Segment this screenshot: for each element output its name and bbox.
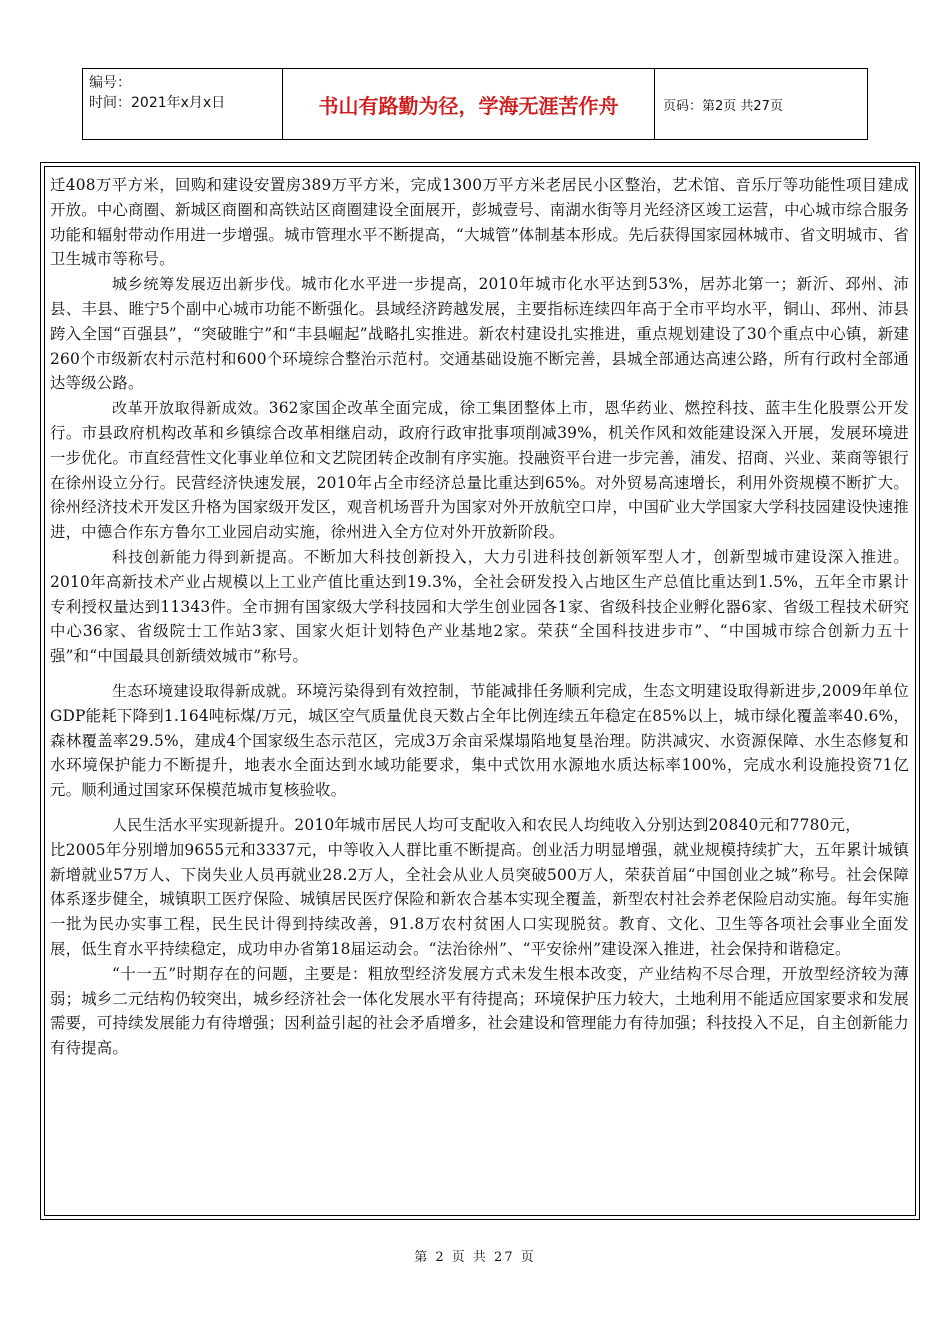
document-number-label: 编号： [89,75,131,91]
paragraph-heading: 改革开放取得新成效。 [112,399,269,418]
header-meta [83,69,283,139]
paragraph-heading: 科技创新能力得到新提高。 [112,547,304,566]
paragraph-urban-rural: 城乡统筹发展迈出新步伐。城市化水平进一步提高，2010年城市化水平达到53%，居苏北第一；新沂、邳州、沛县、丰县、睢宁5个副中心城市功能不断强化。县域经济跨越发展，主要指标连续四年高于全市平均水平，铜山、邳州、沛县跨入全国“百强县”，“突破睢宁”和“丰县崛起”战略扎实推进。新农村建设扎实推进，重点规划建设了30个重点中心镇，新建260个市级新农村示范村和600个环境综合整治示范村。交通基础设施不断完善，县城全部通达高速公路，所有行政村全部通达等级公路。 [50,275,909,393]
page-footer: 第 2 页 共 27 页 [414,1250,536,1265]
paragraph-urban-construction: 迁408万平方米，回购和建设安置房389万平方米，完成1300万平方米老居民小区整治，艺术馆、音乐厅等功能性项目建成开放。中心商圈、新城区商圈和高铁站区商圈建设全面展开，彭城壹号、南湖水街等月光经济区竣工运营，中心城市综合服务功能和辐射带动作用进一步增强。城市管理水平不断提高，“大城管”体制基本形成。先后获得国家园林城市、省文明城市、省卫生城市等称号。 [50,176,909,269]
paragraph-reform-opening: 改革开放取得新成效。362家国企改革全面完成，徐工集团整体上市，恩华药业、燃控科技、蓝丰生化股票公开发行。市县政府机构改革和乡镇综合改革相继启动，政府行政审批事项削减39%，机关作风和效能建设深入开展，发展环境进一步优化。市直经营性文化事业单位和文艺院团转企改制有序实施。投融资平台进一步完善，浦发、招商、兴业、莱商等银行在徐州设立分行。民营经济快速发展，2010年占全市经济总量比重达到65%。对外贸易高速增长，利用外资规模不断扩大。徐州经济技术开发区升格为国家级开发区，观音机场晋升为国家对外开放航空口岸，中国矿业大学国家大学科技园建设快速推进，中德合作东方鲁尔工业园启动实施，徐州进入全方位对外开放新阶段。 [50,399,909,542]
paragraph-heading: 生态环境建设取得新成就。 [112,681,297,700]
paragraph-living-standard-cont: 比2005年分别增加9655元和3337元，中等收入人群比重不断提高。创业活力明显增强，就业规模持续扩大，五年累计城镇新增就业57万人、下岗失业人员再就业28.2万人，全社会从业人员突破500万人，荣获首届“中国创业之城”称号。社会保障体系逐步健全，城镇职工医疗保险、城镇居民医疗保险和新农合基本实现全覆盖，新型农村社会养老保险启动实施。每年实施一批为民办实事工程，民生民计得到持续改善，91.8万农村贫困人口实现脱贫。教育、文化、卫生等各项社会事业全面发展，低生育水平持续稳定，成功申办省第18届运动会。“法治徐州”、“平安徐州”建设深入推进，社会保持和谐稳定。 [50,840,909,958]
paragraph-problems: “十一五”时期存在的问题，主要是：粗放型经济发展方式未发生根本改变，产业结构不尽合理，开放型经济较为薄弱；城乡二元结构仍较突出，城乡经济社会一体化发展水平有待提高；环境保护压力较大，土地利用不能适应国家要求和发展需要，可持续发展能力有待增强；因利益引起的社会矛盾增多，社会建设和管理能力有待加强；科技投入不足，自主创新能力有待提高。 [50,964,909,1058]
paragraph-heading: 城乡统筹发展迈出新步伐。 [112,275,302,294]
paragraph-living-standard: 人民生活水平实现新提升。2010年城市居民人均可支配收入和农民人均纯收入分别达到20840元和7780元， [112,815,861,834]
header-table [82,68,868,140]
document-date-label: 时间：2021年x月x日 [89,95,226,111]
paragraph-heading: 人民生活水平实现新提升。 [112,815,295,834]
content-frame [40,162,920,1220]
header-page-number: 页码：第2页 共27页 [663,98,783,114]
paragraph-innovation: 科技创新能力得到新提高。不断加大科技创新投入，大力引进科技创新领军型人才，创新型城市建设深入推进。2010年高新技术产业占规模以上工业产值比重达到19.3%，全社会研发投入占地区生产总值比重达到1.5%，五年全市累计专利授权量达到11343件。全市拥有国家级大学科技园和大学生创业园各1家、省级科技企业孵化器6家、省级工程技术研究中心36家、省级院士工作站3家、国家火炬计划特色产业基地2家。荣获“全国科技进步市”、“中国城市综合创新力五十强”和“中国最具创新绩效城市”称号。 [50,547,909,666]
header-motto: 书山有路勤为径，学海无涯苦作舟 [283,69,655,139]
paragraph-ecology: 生态环境建设取得新成就。环境污染得到有效控制，节能减排任务顺利完成，生态文明建设取得新进步,2009年单位GDP能耗下降到1.164吨标煤/万元，城区空气质量优良天数占全年比例连续五年稳定在85%以上，城市绿化覆盖率40.6%，森林覆盖率29.5%，建成4个国家级生态示范区，完成3万余亩采煤塌陷地复垦治理。防洪减灾、水资源保障、水生态修复和水环境保护能力不断提升，地表水全面达到水域功能要求，集中式饮用水源地水质达标率100%，完成水利设施投资71亿元。顺利通过国家环保模范城市复核验收。 [50,681,909,800]
content-body [44,166,916,1216]
